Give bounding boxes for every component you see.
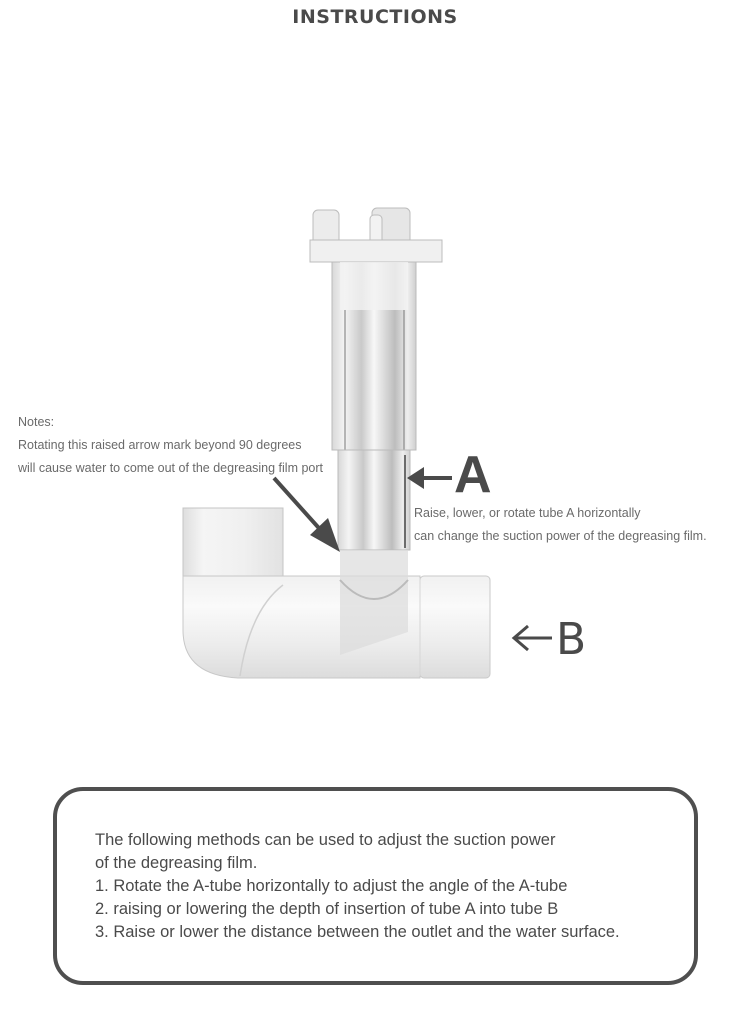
step-item: 1. Rotate the A-tube horizontally to adjust the angle of the A-tube [95,877,568,895]
tube-a-description-line: can change the suction power of the degreasing film. [414,529,707,543]
notes-annotation [18,411,323,480]
tube-a-description [414,502,707,548]
step-item: 2. raising or lowering the depth of insertion of tube A into tube B [95,900,559,918]
instructions-box [53,787,698,985]
intro-line: The following methods can be used to adjust the suction power [95,831,556,849]
page-title: INSTRUCTIONS [292,6,458,28]
notes-line: Rotating this raised arrow mark beyond 90 degrees [18,438,302,452]
intro-line: of the degreasing film. [95,854,258,872]
top-cap [310,208,442,262]
tube-a-description-line: Raise, lower, or rotate tube A horizontally [414,506,641,520]
tube-b-label: B [556,614,587,665]
notes-line: will cause water to come out of the degreasing film port [18,461,324,475]
instructions-text [95,829,620,944]
notes-heading: Notes: [18,415,55,429]
tube-a-label: A [454,446,492,504]
step-item: 3. Raise or lower the distance between the outlet and the water surface. [95,923,620,941]
